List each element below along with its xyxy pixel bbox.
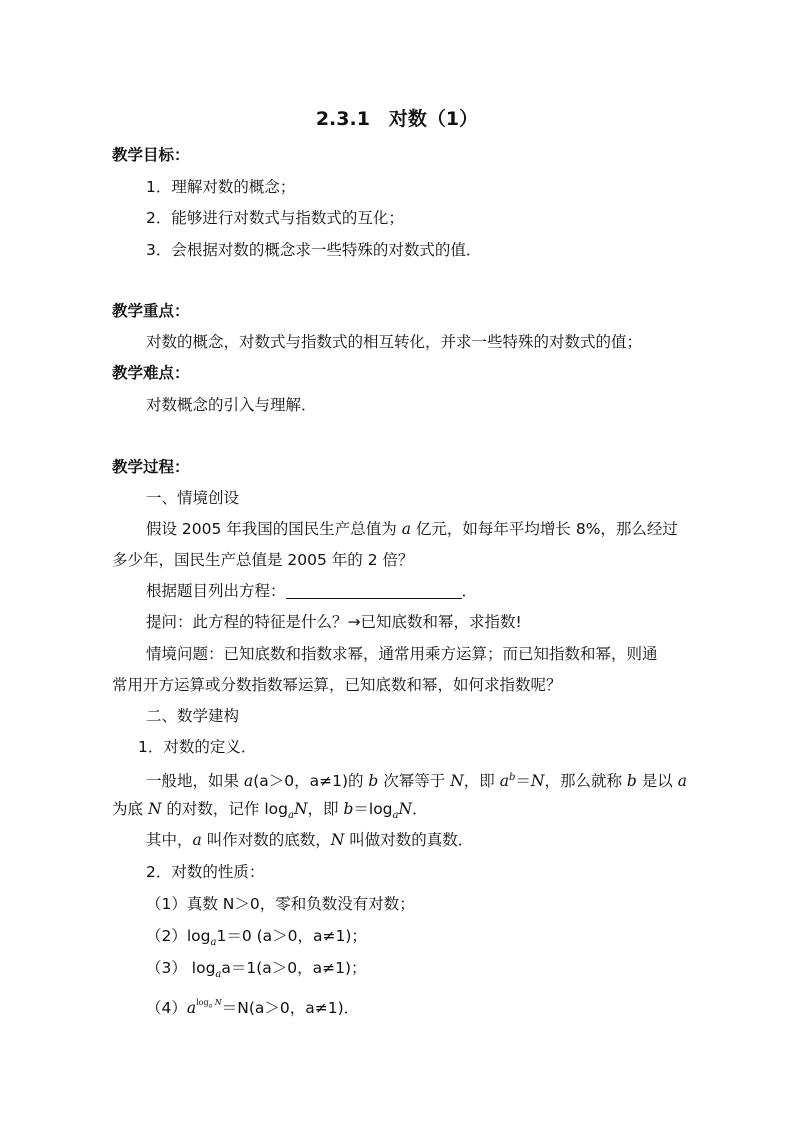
exponent-log: loga N <box>196 998 222 1010</box>
key-points-text: 对数的概念，对数式与指数式的相互转化，并求一些特殊的对数式的值； <box>146 333 643 351</box>
section-2-title: 二、数学建构 <box>146 707 240 725</box>
objective-item-2: 2．能够进行对数式与指数式的互化； <box>146 209 404 227</box>
property-1: （1）真数 N＞0，零和负数没有对数； <box>146 895 415 913</box>
properties-title: 2．对数的性质： <box>146 863 265 881</box>
difficulties-text: 对数概念的引入与理解． <box>146 396 317 414</box>
property-2: $(2)\log_a1=0$ (a＞0，a≠1)； <box>146 927 367 949</box>
situation-question-line-1: 情境问题：已知底数和指数求幂，通常用乘方运算；而已知指数和幂，则通 <box>146 645 658 663</box>
equation-prompt: 根据题目列出方程： ． <box>146 582 478 600</box>
key-points-heading: 教学重点： <box>112 302 190 320</box>
page-title: 2.3.1 对数（1） <box>315 108 479 130</box>
scenario-paragraph-line-2: 多少年，国民生产总值是 2005 年的 2 倍？ <box>112 551 414 569</box>
question-text: 提问：此方程的特征是什么？→已知底数和幂，求指数! <box>146 613 522 631</box>
objective-item-3: 3．会根据对数的概念求一些特殊的对数式的值． <box>146 241 482 259</box>
scenario-paragraph-line-1: 假设 2005 年我国的国民生产总值为 a 亿元，如每年平均增长 8%，那么经过 <box>146 520 678 538</box>
property-4: $(4)a^{log_a N}=N(a>0$，a≠1)． <box>146 998 360 1017</box>
definition-line-1: 一般地，如果 a(a＞0，a≠1)的 b 次幂等于 N，即 $a^b=N$，那么就称 b 是以 a <box>146 772 687 791</box>
equation-answer-blank[interactable] <box>286 582 462 599</box>
difficulties-heading: 教学难点： <box>112 364 190 382</box>
section-1-title: 一、情境创设 <box>146 489 240 507</box>
definition-line-3: 其中，a 叫作对数的底数，N 叫做对数的真数． <box>146 831 474 849</box>
definition-title: 1．对数的定义． <box>138 738 257 756</box>
definition-line-2: 为底 N 的对数，记作 $\log_aN$，即 $b=\log_aN$． <box>112 800 428 822</box>
property-3: （3） $\log_aa=1(a>0$，a≠1)； <box>146 959 367 981</box>
situation-question-line-2: 常用开方运算或分数指数幂运算，已知底数和幂，如何求指数呢？ <box>112 676 562 694</box>
process-heading: 教学过程： <box>112 458 190 476</box>
objectives-heading: 教学目标： <box>112 146 190 164</box>
objective-item-1: 1．理解对数的概念； <box>146 178 296 196</box>
